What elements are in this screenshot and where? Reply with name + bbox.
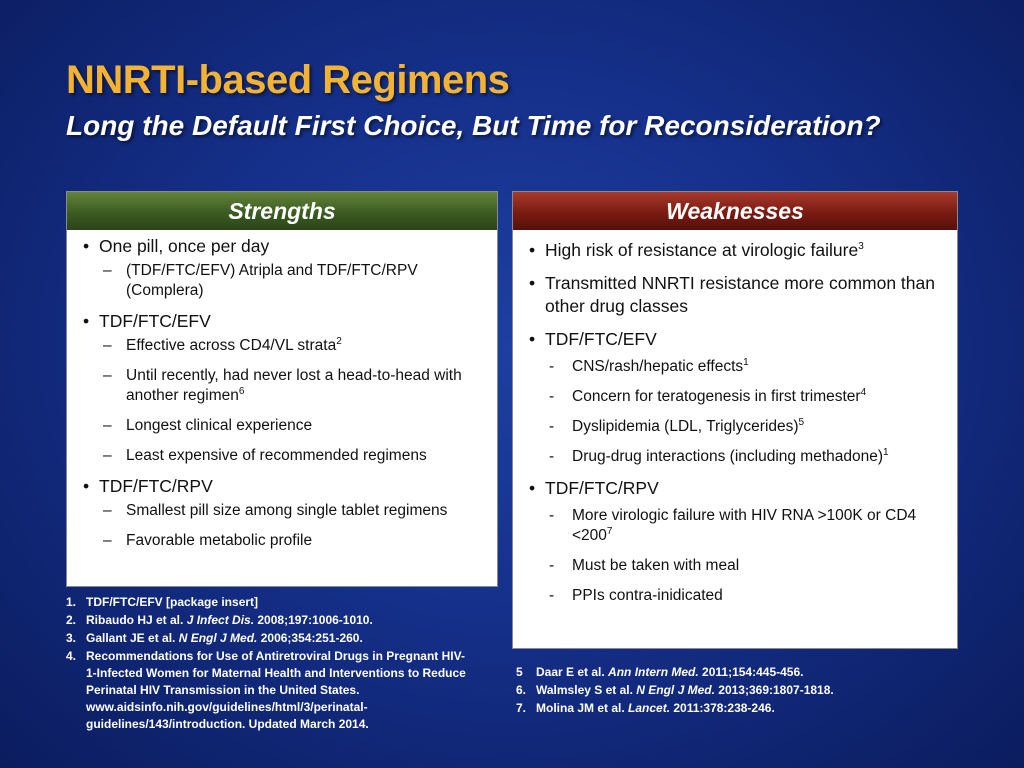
reference-citation: 2013;369:1807-1818. bbox=[714, 683, 834, 697]
strengths-sub-item bbox=[99, 416, 487, 436]
dash-marker: - bbox=[549, 358, 555, 375]
reference-text: Ribaudo HJ et al. bbox=[86, 613, 187, 627]
reference-journal: Ann Intern Med. bbox=[608, 665, 699, 679]
bullet-text: Transmitted NNRTI resistance more common than other drug classes bbox=[545, 273, 935, 316]
sub-item-text: Favorable metabolic profile bbox=[126, 532, 313, 549]
reference-journal: Lancet. bbox=[628, 701, 671, 715]
reference-citation: 2006;354:251-260. bbox=[257, 631, 363, 645]
weaknesses-sub-item bbox=[545, 506, 947, 546]
citation-superscript: 5 bbox=[798, 416, 805, 428]
reference-text: Recommendations for Use of Antiretroviral Drugs in Pregnant HIV-1-Infected Women for Maternal Health and Interventions to Reduce Perinatal HIV Transmission in the United States. www.aidsinfo.nih.gov/guidelines/html/3/perinatal-guidelines/143/introduction. Updated March 2014. bbox=[86, 649, 466, 731]
sub-item-text: Until recently, had never lost a head-to-head with another regimen bbox=[126, 367, 462, 404]
sub-item-text: (TDF/FTC/EFV) Atripla and TDF/FTC/RPV (Complera) bbox=[126, 262, 418, 299]
weaknesses-bullet-item bbox=[523, 272, 947, 318]
reference-text: Molina JM et al. bbox=[536, 701, 629, 715]
reference-number: 5 bbox=[516, 665, 523, 679]
sub-item-text: PPIs contra-inidicated bbox=[572, 587, 723, 604]
reference-item bbox=[66, 612, 466, 629]
sub-item-text: Effective across CD4/VL strata bbox=[126, 337, 337, 354]
weaknesses-sub-item bbox=[545, 586, 947, 606]
sub-item-text: Longest clinical experience bbox=[126, 417, 313, 434]
reference-item bbox=[512, 682, 952, 699]
weaknesses-bullet-item bbox=[523, 477, 947, 606]
dash-marker: – bbox=[103, 337, 112, 354]
reference-item bbox=[66, 594, 466, 611]
reference-citation: 2008;197:1006-1010. bbox=[254, 613, 373, 627]
weaknesses-bullet-item bbox=[523, 239, 947, 262]
bullet-text: One pill, once per day bbox=[99, 236, 270, 256]
slide-subtitle: Long the Default First Choice, But Time for Reconsideration? bbox=[66, 110, 881, 141]
strengths-sub-item bbox=[99, 501, 487, 521]
strengths-bullet-item bbox=[77, 476, 487, 551]
reference-journal: N Engl J Med. bbox=[178, 631, 258, 645]
dash-marker: - bbox=[549, 557, 555, 574]
sub-item-text: Must be taken with meal bbox=[572, 557, 740, 574]
bullet-text: TDF/FTC/RPV bbox=[545, 478, 659, 498]
reference-item bbox=[66, 630, 466, 647]
weaknesses-list bbox=[513, 230, 957, 606]
weaknesses-header: Weaknesses bbox=[513, 192, 957, 230]
strengths-sub-item bbox=[99, 531, 487, 551]
reference-text: TDF/FTC/EFV [package insert] bbox=[86, 595, 259, 609]
strengths-sub-item bbox=[99, 261, 487, 301]
strengths-bullet-item bbox=[77, 311, 487, 466]
sub-item-text: Least expensive of recommended regimens bbox=[126, 447, 427, 464]
dash-marker: – bbox=[103, 262, 112, 279]
reference-item bbox=[512, 700, 952, 717]
reference-citation: 2011;154:445-456. bbox=[698, 665, 804, 679]
reference-item bbox=[512, 664, 952, 681]
dash-marker: - bbox=[549, 418, 555, 435]
references-right bbox=[512, 664, 952, 718]
citation-superscript: 7 bbox=[606, 525, 613, 537]
citation-superscript: 3 bbox=[858, 241, 864, 253]
reference-text: Walmsley S et al. bbox=[536, 683, 637, 697]
weaknesses-sub-list bbox=[545, 357, 947, 467]
reference-text: Daar E et al. bbox=[536, 665, 609, 679]
dash-marker: – bbox=[103, 367, 112, 384]
weaknesses-sub-item bbox=[545, 387, 947, 407]
bullet-text: TDF/FTC/EFV bbox=[99, 311, 211, 331]
citation-superscript: 1 bbox=[743, 356, 749, 368]
slide-title: NNRTI-based Regimens bbox=[66, 58, 510, 102]
references-left bbox=[66, 594, 466, 734]
weaknesses-sub-list bbox=[545, 506, 947, 606]
sub-item-text: CNS/rash/hepatic effects bbox=[572, 358, 744, 375]
bullet-text: TDF/FTC/EFV bbox=[545, 329, 657, 349]
bullet-text: High risk of resistance at virologic failure bbox=[545, 240, 859, 260]
dash-marker: – bbox=[103, 532, 112, 549]
dash-marker: – bbox=[103, 417, 112, 434]
reference-number: 7. bbox=[516, 701, 527, 715]
strengths-bullet-item bbox=[77, 236, 487, 301]
dash-marker: - bbox=[549, 587, 555, 604]
reference-journal: J Infect Dis. bbox=[186, 613, 255, 627]
citation-superscript: 4 bbox=[860, 386, 867, 398]
strengths-list bbox=[67, 230, 497, 551]
dash-marker: - bbox=[549, 448, 555, 465]
sub-item-text: Concern for teratogenesis in first trimester bbox=[572, 388, 861, 405]
reference-citation: 2011:378:238-246. bbox=[670, 701, 775, 715]
reference-journal: N Engl J Med. bbox=[636, 683, 715, 697]
weaknesses-sub-item bbox=[545, 447, 947, 467]
sub-item-text: Dyslipidemia (LDL, Triglycerides) bbox=[572, 418, 799, 435]
dash-marker: – bbox=[103, 447, 112, 464]
citation-superscript: 2 bbox=[336, 335, 342, 347]
weaknesses-panel bbox=[512, 191, 958, 649]
reference-number: 4. bbox=[66, 649, 77, 663]
weaknesses-sub-item bbox=[545, 417, 947, 437]
strengths-sub-list bbox=[99, 261, 487, 301]
citation-superscript: 1 bbox=[883, 446, 889, 458]
sub-item-text: More virologic failure with HIV RNA >100K or CD4 <200 bbox=[572, 507, 917, 544]
dash-marker: - bbox=[549, 507, 555, 524]
reference-number: 3. bbox=[66, 631, 77, 645]
strengths-header: Strengths bbox=[67, 192, 497, 230]
reference-number: 6. bbox=[516, 683, 527, 697]
dash-marker: - bbox=[549, 388, 555, 405]
strengths-sub-item bbox=[99, 336, 487, 356]
strengths-sub-list bbox=[99, 336, 487, 466]
bullet-text: TDF/FTC/RPV bbox=[99, 476, 213, 496]
dash-marker: – bbox=[103, 502, 112, 519]
sub-item-text: Smallest pill size among single tablet regimens bbox=[126, 502, 448, 519]
weaknesses-bullet-item bbox=[523, 328, 947, 467]
reference-item bbox=[66, 648, 466, 733]
sub-item-text: Drug-drug interactions (including methadone) bbox=[572, 448, 884, 465]
reference-text: Gallant JE et al. bbox=[86, 631, 179, 645]
weaknesses-sub-item bbox=[545, 357, 947, 377]
citation-superscript: 6 bbox=[238, 385, 245, 397]
reference-number: 2. bbox=[66, 613, 77, 627]
strengths-sub-list bbox=[99, 501, 487, 551]
strengths-panel bbox=[66, 191, 498, 587]
weaknesses-sub-item bbox=[545, 556, 947, 576]
strengths-sub-item bbox=[99, 446, 487, 466]
reference-number: 1. bbox=[66, 595, 77, 609]
strengths-sub-item bbox=[99, 366, 487, 406]
